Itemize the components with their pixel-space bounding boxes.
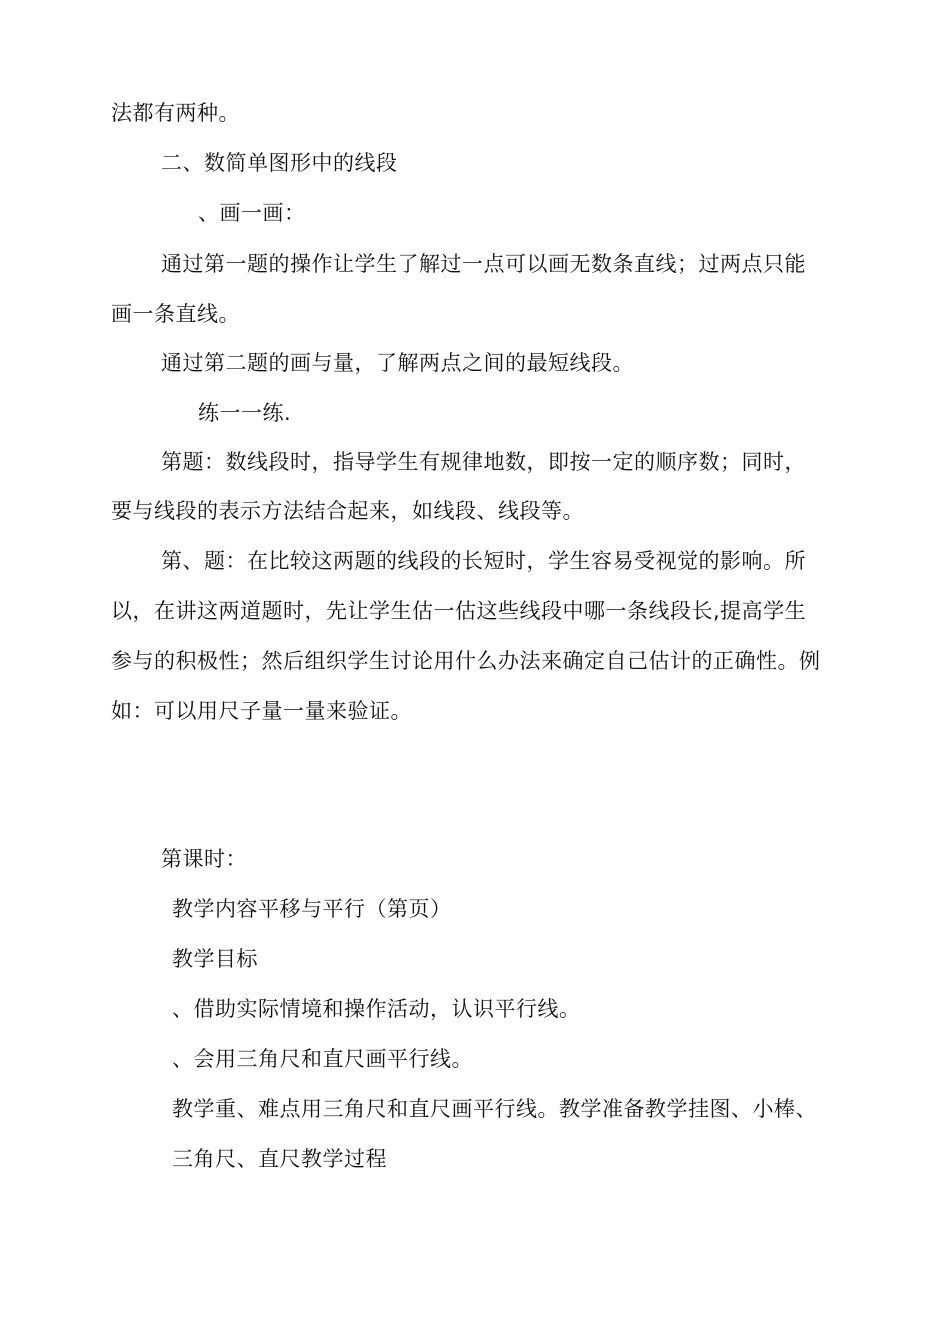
paragraph-line: 以，在讲这两道题时，先让学生估一估这些线段中哪一条线段长,提高学生 [111, 599, 807, 623]
paragraph-line: 教学目标 [172, 947, 258, 971]
paragraph-line: 要与线段的表示方法结合起来，如线段、线段等。 [111, 499, 584, 523]
paragraph-line: 第题：数线段时，指导学生有规律地数，即按一定的顺序数；同时， [161, 450, 806, 474]
paragraph-line: 法都有两种。 [111, 101, 240, 125]
paragraph-line: 通过第一题的操作让学生了解过一点可以画无数条直线；过两点只能 [161, 252, 806, 276]
paragraph-line: 第、题：在比较这两题的线段的长短时，学生容易受视觉的影响。所 [161, 549, 806, 573]
paragraph-line: 、会用三角尺和直尺画平行线。 [172, 1047, 473, 1071]
paragraph-line: 教学内容平移与平行（第页） [172, 897, 452, 921]
paragraph-line: 、借助实际情境和操作活动，认识平行线。 [172, 997, 581, 1021]
paragraph-line: 三角尺、直尺教学过程 [172, 1147, 387, 1171]
paragraph-line: 如：可以用尺子量一量来验证。 [111, 699, 412, 723]
paragraph-line: 画一条直线。 [111, 302, 240, 326]
subsection-heading: 、画一画： [198, 201, 306, 225]
paragraph-line: 参与的积极性；然后组织学生讨论用什么办法来确定自己估计的正确性。例 [111, 649, 821, 673]
paragraph-line: 通过第二题的画与量，了解两点之间的最短线段。 [161, 351, 634, 375]
section-heading: 二、数简单图形中的线段 [161, 151, 398, 175]
paragraph-line: 教学重、难点用三角尺和直尺画平行线。教学准备教学挂图、小棒、 [172, 1097, 817, 1121]
subsection-heading: 练一一练. [198, 401, 292, 425]
lesson-heading: 第课时： [161, 847, 247, 871]
